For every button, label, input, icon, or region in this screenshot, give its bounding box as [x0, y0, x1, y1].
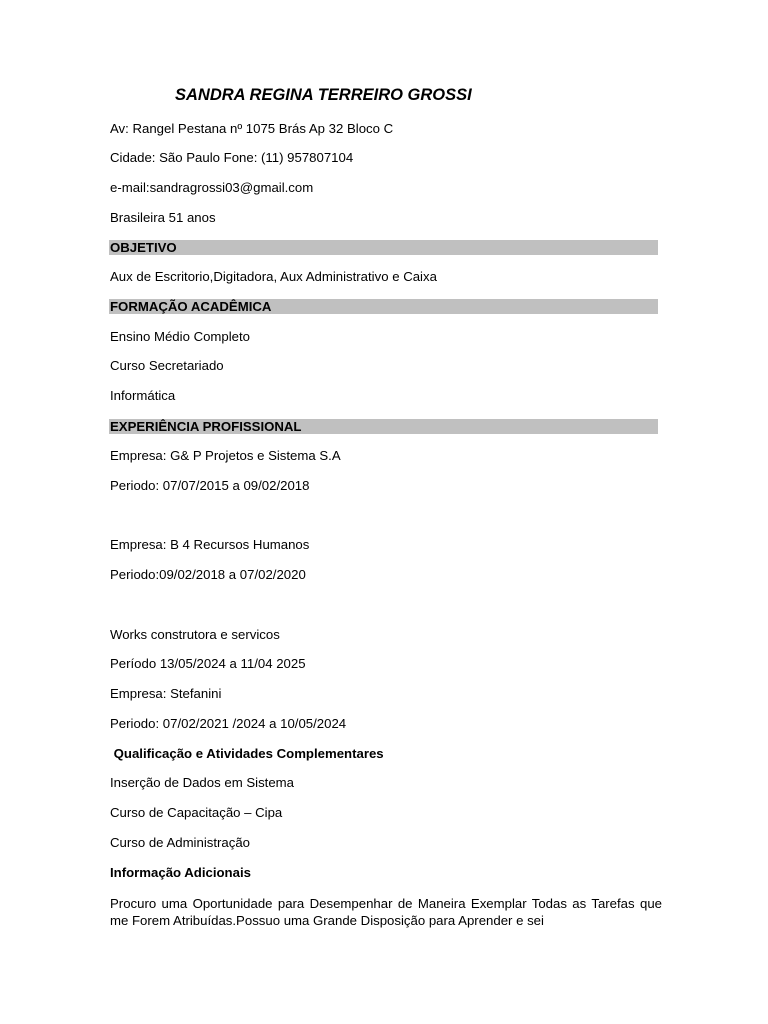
objective-heading: OBJETIVO: [110, 240, 177, 255]
experience-company: Empresa: B 4 Recursos Humanos: [110, 537, 310, 552]
education-item: Informática: [110, 388, 176, 403]
experience-heading: EXPERIÊNCIA PROFISSIONAL: [110, 419, 302, 434]
objective-text: Aux de Escritorio,Digitadora, Aux Administrativo e Caixa: [110, 269, 437, 284]
experience-period: Periodo: 07/02/2021 /2024 a 10/05/2024: [110, 716, 347, 731]
additional-text: Procuro uma Oportunidade para Desempenhar de Maneira Exemplar Todas as Tarefas que me Forem Atribuídas.Possuo uma Grande Disposição para Aprender e sei: [110, 896, 662, 928]
experience-company: Empresa: Stefanini: [110, 686, 222, 701]
experience-company: Works construtora e servicos: [110, 627, 280, 642]
experience-period: Periodo:09/02/2018 a 07/02/2020: [110, 567, 306, 582]
email-line: e-mail:sandragrossi03@gmail.com: [110, 180, 314, 195]
additional-heading: Informação Adicionais: [110, 865, 251, 880]
city-phone-line: Cidade: São Paulo Fone: (11) 957807104: [110, 150, 354, 165]
experience-heading-bar: [109, 419, 658, 434]
qualification-item: Inserção de Dados em Sistema: [110, 775, 294, 790]
qualification-item: Curso de Administração: [110, 835, 251, 850]
objective-heading-bar: [109, 240, 658, 255]
qualifications-heading: Qualificação e Atividades Complementares: [110, 746, 384, 761]
candidate-name: SANDRA REGINA TERREIRO GROSSI: [175, 86, 472, 104]
qualification-item: Curso de Capacitação – Cipa: [110, 805, 283, 820]
experience-period: Periodo: 07/07/2015 a 09/02/2018: [110, 478, 310, 493]
education-item: Ensino Médio Completo: [110, 329, 251, 344]
education-item: Curso Secretariado: [110, 358, 224, 373]
nationality-age-line: Brasileira 51 anos: [110, 210, 216, 225]
address-line: Av: Rangel Pestana nº 1075 Brás Ap 32 Bloco C: [110, 121, 394, 136]
education-heading-bar: [109, 299, 658, 314]
education-heading: FORMAÇÃO ACADÊMICA: [110, 299, 272, 314]
experience-period: Período 13/05/2024 a 11/04 2025: [110, 656, 306, 671]
experience-company: Empresa: G& P Projetos e Sistema S.A: [110, 448, 341, 463]
